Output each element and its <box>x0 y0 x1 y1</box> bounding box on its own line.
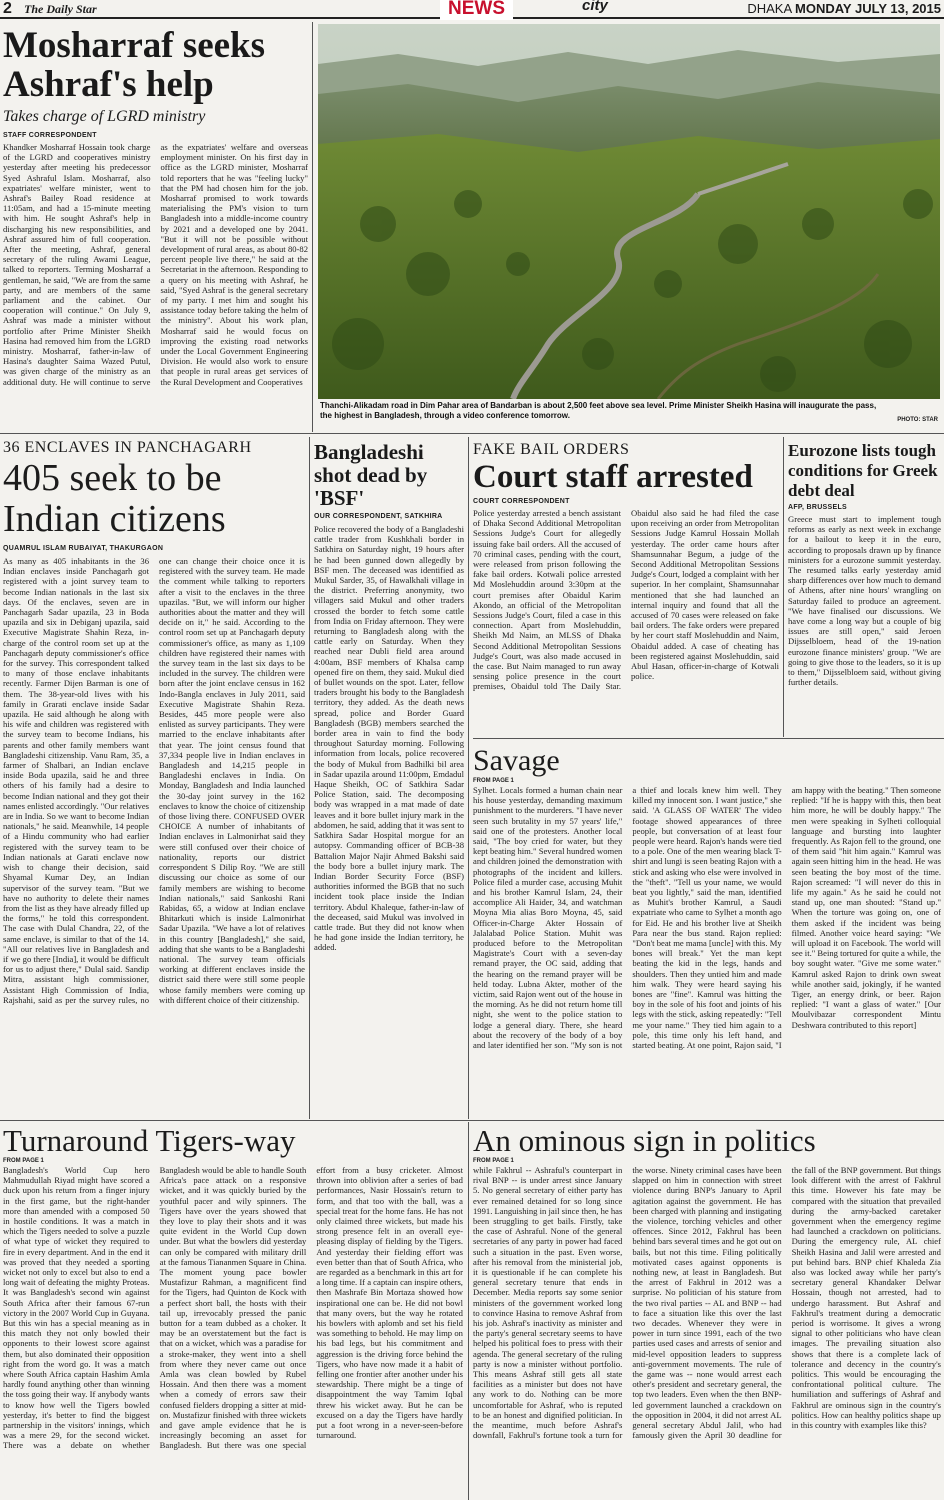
article-body: Greece must start to implement tough reforms as early as next week in exchange for a bailout to keep it in the euro, according to proposals drawn up by finance ministers for a eurozone summit yesterday. The resumed talks early yesterday amid sharp differences over how much to demand of Athens, after nine hours' wrangling on Saturday failed to produce an agreement. "We have finalised our discussions. We have come a long way but a couple of big issues are still open," said Jeroen Dijsselbloem, head of the 19-nation eurozone finance ministers' group. "We are going to give those to the leaders, so it is up to them," Dijsselbloem said, without giving further details. <box>788 514 941 688</box>
article-tigers <box>3 1124 463 1498</box>
landscape-photo <box>318 24 940 399</box>
headline: Turnaround Tigers-way <box>3 1124 296 1158</box>
section-rule <box>0 433 944 434</box>
article-body: Khandker Mosharraf Hossain took charge of the LGRD and cooperatives ministry yesterday after meeting his predecessor Syed Ashraful Islam. Mosharraf, also expatriates' welfare minister, went to Ashraf's Bailey Road residence at 11:05am, and had a 15-minute meeting with him. He sought Ashraf's help in discharging his new responsibilities, and Ashraf assured him of full cooperation. After the meeting, Ashraf, general secretary of the ruling Awami League, talked to reporters. Terming Mosharraf a gentleman, he said, "We are from the same party, and are members of the same parliament and the cabinet. Our cooperation will continue." On July 9, Ashraf was made a minister without portfolio after Prime Minister Sheikh Hasina had removed him from the LGRD ministry. Mosharraf, father-in-law of Hasina's daughter Saima Wazed Putul, was given charge of the ministry as an additional duty. He will continue to serve as the expatriates' welfare and overseas employment minister. On his first day in office as the LGRD minister, Mosharraf told reporters that he was "feeling lucky" that the PM had chosen him for the job. Mosharraf promised to work towards materialising the PM's vision to turn Bangladesh into a middle-income country by 2021 and a developed one by 2041. "But it will not be possible without development of rural areas, as about 80-82 percent people live there," he said at the Secretariat in the afternoon. Responding to a query on his meeting with Ashraf, he said, "Syed Ashraf is the general secretary of my party. I met him and sought his assistance today before taking the helm of the ministry". About his work plan, Mosharraf said he would focus on improving the existing road networks under the Local Government Engineering Division. He would also work to ensure that people in rural areas get services of the Rural Development and Cooperatives <box>3 142 308 387</box>
headline: Savage <box>473 744 560 777</box>
section-rule <box>473 738 944 739</box>
article-body: As many as 405 inhabitants in the 36 Indian enclaves inside Panchagarh got registered with a joint survey team to become Indian nationals in the last six days. Of the enclaves, seven are in Panchagarh Sadar upazila, 23 in Boda upazila and six in Debiganj upazila, said Executive Magistrate Shahin Reza, in-charge of the control room set up at the Panchagarh deputy commissioner's office for the survey. This correspondent talked to many of those enclave inhabitants recently. Farmer Dijen Barman is one of them. The 38-year-old lives with his family in Grarati enclave inside Sadar upazila. He said although he along with his wife and children was registered with the survey team to become Indians, his parents and other family members want Bangladeshi citizenship. Vanu Ram, 35, a farmer of Shalbari, an Indian enclave inside Boda upazila, said he and three others of his family had a desire to become Indian national and they got their names enlisted accordingly. "Our relatives are in India. So we want to become Indian nationals," he said. Meanwhile, 14 people of a Hindu community who had earlier registered with the survey team to be Indian nationals at Garati enclave now wish to change their decision, said Shyamal Kumar Dey, an Indian supervisor of the survey team. "But we have no authority to delete their names from the list as they have already filled up the forms," he told this correspondent. The case with Dulal Chandra, 22, of the same enclave, is similar to that of the 14. "All our relatives live in Bangladesh and if we go there [India], it would be difficult for us to adjust there," Dulal said. Sandip Mitra, assistant high commissioner, Assistant High Commission of India, Rajshahi, said as per the survey rules, no one can change their choice once it is registered with the survey team. He made the comment while talking to reporters after a visit to the enclaves in the three upazilas. "But, we will inform our higher authorities about the matter and they will decide on it," he said. According to the control room set up at Panchagarh deputy commissioner's office, as many as 1,109 children have registered their names with the survey team in the last six days to be included in the survey. The children were born after the joint enclave census in 162 Indo-Bangla enclaves in July 2011, said Executive Magistrate Shahin Reza. Besides, 445 more people were also enlisted as survey participants. They were married to the enclave inhabitants after that year. The joint census found that 37,334 people live in Indian enclaves in Bangladesh and 14,215 people in Bangladeshi enclaves in India. On Monday, Bangladesh and India launched the 30-day joint survey in the 162 enclaves to know the choice of citizenship of those living there. CONFUSED OVER CHOICE A number of inhabitants of Indian enclaves in Lalmonirhat said they were still confused over their choice of nationality, reports our district correspondent S Dilip Roy. "We are still discussing our choice as some of our family members are wishing to become Indian nationals," said Sankoshi Rani Rabidas, 65, a widow at Indian enclave Bhitarkuti which is inside Lalmonirhat Sadar Upazila. "We have a lot of relatives in this country [Bangladesh]," she said, adding that she wants to be a Bangladeshi national. The survey team officials working at different enclaves inside the district said there were still some people whose family members were coming up with different choice of their citizenship. <box>3 556 305 1005</box>
column-rule <box>312 22 313 432</box>
page-number: 2 <box>3 0 12 17</box>
subsection-label: city <box>582 0 608 14</box>
deck: Takes charge of LGRD ministry <box>3 108 206 125</box>
headline: 405 seek to be Indian citizens <box>3 457 226 540</box>
article-mosharraf <box>3 26 308 430</box>
headline: Bangladeshi shot dead by 'BSF' <box>314 441 428 510</box>
byline: AFP, BRUSSELS <box>788 504 848 511</box>
section-rule <box>0 1120 944 1121</box>
jump-line: FROM PAGE 1 <box>473 778 514 784</box>
headline: Eurozone lists tough conditions for Greek debt deal <box>788 441 938 500</box>
article-enclaves <box>3 439 305 1115</box>
kicker: 36 ENCLAVES IN PANCHAGARH <box>3 439 252 456</box>
section-label: NEWS <box>440 0 513 20</box>
masthead: The Daily Star <box>24 2 97 16</box>
column-rule <box>783 437 784 737</box>
headline: Court staff arrested <box>473 459 753 495</box>
photo-block <box>318 24 940 430</box>
column-rule <box>468 437 469 1119</box>
article-savage <box>473 744 941 1116</box>
headline: An ominous sign in politics <box>473 1124 816 1158</box>
jump-line: FROM PAGE 1 <box>473 1158 514 1164</box>
byline: OUR CORRESPONDENT, SATKHIRA <box>314 513 443 520</box>
article-eurozone <box>788 441 941 733</box>
column-rule <box>309 437 310 1119</box>
photo-credit: PHOTO: STAR <box>897 417 938 423</box>
article-bsf <box>314 441 464 1115</box>
column-rule <box>468 1122 469 1500</box>
byline: COURT CORRESPONDENT <box>473 498 570 505</box>
article-body: Sylhet. Locals formed a human chain near his house yesterday, demanding maximum punishment to the murderers. "I have never seen such brutality in my 57 years' life," said one of the protesters. Another local said, "The boy cried for water, but they kept beating him." Several hundred women and children joined the demonstration with photographs of the incident and killers. Police filed a murder case, accusing Muhit and his brother Kamrul Islam, 24, their accomplice Ali Haider, 34, and watchman Moyna Mia alias Boro Moyna, 45, said Officer-in-Charge Akter Hossain of Jalalabad Police Station. Muhit was produced before to the Metropolitan Magistrate's Court with a seven-day remand prayer, the OC said, adding that the hearing on the remand prayer will be held today. Lubna Akter, mother of the victim, said Rajon went out of the house in the morning. As he did not return home till night, she went to the police station to lodge a general diary. There, she heard about the recovery of the body of a boy and later identified her son. "My son is not a thief and locals knew him well. They killed my innocent son. I want justice," she said. 'A GLASS OF WATER' The video footage showed appearances of three people, but conversation of at least four people were heard. Rajon's hands were tied to a pole. One of the men wearing black T-shirt and lungi is seen beating Rajon with a stick and asking who else were involved in the "theft". "Tell us your name, we would beat you lightly," said the man, identified as Muhit's brother Kamrul, a Saudi expatriate who came to Sylhet a month ago for Eid. He and his brother live at Sheikh Para near the bus stand. Rajon replied: "Don't beat me mama [uncle] with this. My bones will break." Yet the man kept beating the kid in the legs, hands and shoulders. Then they untied him and made him walk. They were heard saying his bones are "fine". Kamrul was hitting the boy in the sole of his foot and joints of his legs with the stick, asking repeatedly: "Tell me your name." They tied him again to a pole, this time only his left hand, and started beating. At one point, Rajon said, "I am happy with the beating." Then someone replied: "If he is happy with this, then beat him more, he will be doubly happy." The men were speaking in Sylheti colloquial language and bursting into laughter frequently. As Rajon fell to the ground, one of them said "hit him again." Kamrul was again seen hitting him in the head. He was seen beating the boy most of the time. Rajon screamed: "I will never do this in life my again." As he said he could not stand up, one man shouted: "Stand up." When the torture was going on, one of them asked if the incident was being filmed. Another voice heard saying: "We will upload it on Facebook. The world will see it." Being tortured for quite a while, the boy sought water. "Give me some water." Kamrul asked Rajon to drink own sweat while another said, jokingly, if he wanted Tiger, an energy drink, or beer. Rajon replied: "I want a glass of water." [Our Moulvibazar correspondent Mintu Deshwara contributed to this report] <box>473 785 941 1051</box>
article-body: while Fakhrul -- Ashraful's counterpart in rival BNP -- is under arrest since January 5. No general secretary of either party has ever remained detained for so long since 1991. Languishing in jail since then, he has been struggling to get bails. Firstly, take the case of Ashraful. None of the general secretaries of any party in power had faced such a situation in the past. Even worse, after his removal from the ministerial job, it is questionable if he can complete his general secretary tenure that ends in December. Media reports say some senior ministers of the government worked long to convince Hasina to remove Ashraf from his job. Ashraf's inactivity as minister and the party's general secretary seems to have helped his political foes to press with their agenda. The general secretary of the ruling party is now a minister without portfolio. This means Ashraf still gets all state facilities as a minister but does not have any work to do. Nothing can be more uncomfortable for Ashraf, who is reputed to be an honest and dignified politician. In the meantime, much before Ashraf's downfall, Fakhrul's fortune took a turn for the worse. Ninety criminal cases have been slapped on him in connection with street violence during BNP's January to April agitation against the government. He has been charged with planning and instigating the violence, torching vehicles and other offences. Since 2012, Fakhrul has been behind bars several times and he got out on bails, but not this time. Filing politically motivated cases against opponents is nothing new, at least in Bangladesh. But the arrest of Fakhrul in 2012 was a surprise. No politician of his stature from the two rival parties -- AL and BNP -- had to face a situation like this over the last two decades. Whenever they were in power in turn since 1991, each of the two parties used cases and arrests of senior and mid-level opposition leaders to suppress anti-government movements. The rule of the game was -- none would arrest each other's president and secretary general, the top two leaders. Even when the then BNP-led government launched a crackdown on the opposition in 2004, it did not arrest AL general secretary Abdul Jalil, who had famously given the April 30 deadline for the fall of the BNP government. But things look different with the arrest of Fakhrul this time. However his fate may be compared with the situation that prevailed during the army-backed caretaker government when the emergency regime had launched a crackdown on politicians. During the emergency rule, AL chief Sheikh Hasina and Jalil were arrested and put behind bars. BNP chief Khaleda Zia also was locked away while her party's secretary general Khandaker Delwar Hossain, though not arrested, had to undergo harassment. But Ashraf and Fakhrul's treatment during a democratic period is worrisome. It gives a wrong signal to other politicians who have clean images. The prevailing situation also shows that there is a complete lack of tolerance and decency in the country's politics. This would be encouraging the confrontational political culture. The humiliation and sufferings of Ashraf and Fakhrul are ominous sign in the country's politics. How can healthy politics shape up in this country with examples like this? <box>473 1165 941 1441</box>
article-court <box>473 441 779 733</box>
page-header <box>0 0 944 19</box>
jump-line: FROM PAGE 1 <box>3 1158 44 1164</box>
article-body: Bangladesh's World Cup hero Mahmudullah Riyad might have scored a duck upon his return from a finger injury in the first game, but the right-hander more than amended with a composed 50 in hostile conditions. It was a match in which the Tigers needed to solve a puzzle of what type of wicket they required to fire in every department. And in the end it was proved that they needed a sporting wicket not only to excel but also to end a long wait of defeating the mighty Proteas. It was Bangladesh's second win against South Africa after their famous 67-run victory in the 2007 World Cup in Guyana. But this win has a special meaning as in this match they not only bowled their opponents to their lowest score against them, but also dominated their opposition right from the word go. It was a match where South Africa captain Hashim Amla hardly found anything other than winning the toss going their way. If anybody wants to know how well the Tigers bowled yesterday, it's better to find the biggest partnership in the visitors' innings, which was a mere 29, for the second wicket. There was a debate on whether Bangladesh would be able to handle South Africa's pace attack on a responsive wicket, and it was quickly buried by the youthful pacer and wily spinners. The Tigers have over the years showed that they love to play their shots and it was quite evident in the World Cup down under. But what the bowlers did yesterday can only be compared with military drill at the famous Tiananmen Square in China. The moment young pace bowler Mustafizur Rahman, a magnificent find for the Tigers, had Quinton de Kock with a perfect short ball, the hosts with their tail up, irrevocably pressed the panic button for a team dubbed as a choker. It may be an overstatement but the fact is that on a wicket, which was a paradise for a stroke-maker, they went into a shell from where they never came out once Amla was clean bowled by Rubel Hossain. And then there was a moment when a comedy of errors saw their confused fielders dropping a sitter at mid-on. Mustafizur finished with three wickets and gave ample evidence that he is increasingly becoming an asset for Bangladesh. But there was one special effort from a busy cricketer. Almost thrown into oblivion after a series of bad performances, Nasir Hossain's return to form, and that too with the ball, was a special treat for the home fans. He has not only claimed three wickets, but made his strong presence felt in an overall eye-pleasing display of fielding by the Tigers. And yesterday their fielding effort was even better than that of South Africa, who are regarded as a benchmark in this art for a long time. If a captain can inspire others, then Mashrafe Bin Mortaza showed how inspirational one can be. He did not bowl that many overs, but the way he rotated his bowlers with aplomb and set his field was something to behold. He may limp on his bad legs, but his commitment and aggression is the driving force behind the Tigers, who have now made it a habit of felling one frontier after another under his stewardship. There might be a tinge of disappointment the way Tamim Iqbal threw his wicket away. But he can be excused on a day the Tigers have hardly put a foot wrong in a never-seen-before turnaround. <box>3 1165 463 1451</box>
headline: Mosharraf seeks Ashraf's help <box>3 26 266 105</box>
byline: STAFF CORRESPONDENT <box>3 132 97 139</box>
article-politics <box>473 1124 941 1498</box>
article-body: Police recovered the body of a Bangladeshi cattle trader from Kushkhali border in Satkhira on Saturday night, 19 hours after he had been gunned down allegedly by BSF men. The deceased was identified as Mukul Sarder, 35, of Hawalkhali village in the district. Preferring anonymity, two villagers said Mukul and other traders crossed the border to fetch some cattle from India on Friday afternoon. They were returning to Bangladesh along with the cattle early on Saturday. When they reached near Dubli field area around 4:00am, BSF members of Khalsa camp opened fire on them, they said. Mukul died of bullet wounds on the spot. Later, fellow traders brought his body to the Bangladesh territory, they added. As the death news spread, police and Border Guard Bangladesh (BGB) members searched the border area in vain to find the body throughout Saturday morning. Following information from locals, police recovered the body of Mukul from Badhilki bil area in Sadar upazila around 11:00pm, Emdadul Haque Sheikh, OC of Satkhira Sadar Police Station, said. The decomposing body was wrapped in a mat made of date leaves and it bore bullet injury mark in the abdomen, he said, adding that it was sent to Satkhira Sadar Hospital morgue for an autopsy. Commanding officer of BCB-38 Battalion Major Najir Ahmed Bakshi said the body bore a bullet injury mark. The Indian Border Security Force (BSF) authorities informed the BGB that no such incident took place inside the Indian territory. Abdul Khaleque, father-in-law of the deceased, said Mukul was involved in cattle trade. But they did not know when he had gone inside the Indian territory, he added. <box>314 524 464 953</box>
kicker: FAKE BAIL ORDERS <box>473 441 630 458</box>
photo-caption: Thanchi-Alikadam road in Dim Pahar area of Bandarban is about 2,500 feet above sea level. Prime Minister Sheikh Hasina will inaugurate the pass, the highest in Bangladesh, through a video conference tomorrow. <box>320 401 877 420</box>
article-body: Police yesterday arrested a bench assistant of Dhaka Second Additional Metropolitan Sessions Judge's Court for allegedly issuing fake bail orders. All the accused of 70 criminal cases, pending with the court, were released from prison following the fake bail orders. Kotwali police arrested Md Moslehuddin around 3:30pm at the court premises after Obaidul Karim Akondo, an official of the Metropolitan Sessions Judge's Court, filed a case in this connection. Apart from Moslehuddin, Sheikh Md Naim, an MLSS of Dhaka Second Additional Metropolitan Sessions Judge's Court, was also made accused in the case. But Naim managed to run away sensing police presence in the court premises, Obaidul told The Daily Star. Obaidul also said he had filed the case upon receiving an order from Metropolitan Sessions Judge Kamrul Hossain Mollah yesterday. The order came hours after Shamsunnahar Begum, a judge of the Second Additional Metropolitan Sessions Judge's Court, lodged a complaint with her superior. In her complaint, Shamsunnahar mentioned that she had launched an internal inquiry and found that all the accused of 70 cases were released on fake bail orders. The fake orders were prepared by her court staff Moslehuddin and Naim, Obaidul added. A case of cheating has been registered against Moslehuddin, said Abul Hasan, officer-in-charge of Kotwali police. <box>473 508 779 692</box>
dateline: DHAKA MONDAY JULY 13, 2015 <box>747 1 941 16</box>
byline: QUAMRUL ISLAM RUBAIYAT, THAKURGAON <box>3 545 164 552</box>
